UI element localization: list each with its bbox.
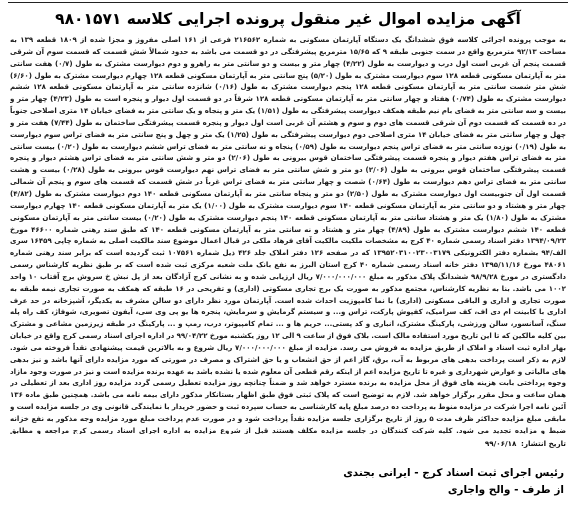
signature-title: رئیس اجرای ثبت اسناد کرج - ایرانی بجندی [343,467,564,479]
publication-date-label: تاریخ انتشار: [520,439,566,448]
top-rule [8,2,568,3]
publication-date-value: ۹۹/۰۶/۱۸ [484,439,517,448]
signature-block [343,465,564,499]
publication-date [10,438,566,450]
signature-subtitle: از طرف - والح واجاری [447,484,564,496]
notice-title: آگهی مزایده اموال غیر منقول پرونده اجرایی کلاسه ۹۸۰۱۵۷۱ [55,10,521,28]
notice-body: به موجب پرونده اجرائی کلاسه فوق ششدانگ یک دستگاه آپارتمان مسکونی به شماره ۲۱۶۵۶۲ فرعی از ۱۶۱ اصلی مفروز و مجزا شده از ۱۸۰۹ قطعه ۱۳۹ به مساحت ۹۲/۱۳ مترمربع واقع در سمت جنوبی طبقه ۹ که ۱۵/۶۵ مترمربع پیشرفتگی در دو قسمت می باشد به حدود شمالاً شش قسمت که قسمت سوم آن شرقی قسمت پنجم آن غربی است اول درب و دیوارست به طول (۴/۲۲) چهار متر و بیست و دو سانتی متر به راهرو و دوم دیوارست مشترک به طول (۰/۷) هفت سانتی متر به آپارتمان مسکونی قطعه ۱۲۸ سوم دیوارست مشترک به طول (۵/۲۰) پنج سانتی متر به آپارتمان مسکونی قطعه ۱۲۸ چهارم دیوارست مشترک به طول (۶/۶۰) شش متر شصت سانتی متر به آپارتمان مسکونی قطعه ۱۲۸ پنجم دیوارست مشترک به طول (۰/۱۶) شانزده سانتی متر به آپارتمان مسکونی قطعه ۱۲۸ ششم دیوارست مشترک به طول (۰/۷۴) هفتاد و چهار سانتی متر به آپارتمان مسکونی قطعه ۱۲۸ شرقاً در دو قسمت اول دیوار و پنجره است به طول (۴/۲۳) چهار متر و بیست و سه سانتی متر به فضای بام نیم طبقه همکف دیوارست پیشرفتگی به طول (۱/۵۱) یک متر و پنجاه و یک سانتی متر به فضای خیابان ۱۴ متری اصلاحی جنوباً در ده قسمت که قسمت دوم آن شرقی قسمت های دوم و سوم و هشتم آن غربی است اول دیوار و پنجره قسمت پیشرفتگی ساختمان به طول (۷/۴۴) هفت متر و چهل و چهار سانتی متر به فضای خیابان ۱۴ متری اصلاحی دوم دیوارست پیشرفتگی به طول (۱/۲۵) یک متر و چهل و پنج سانتی متر به فضای تراس سوم دیوارست به طول (۰/۱۹) نوزده سانتی متر به فضای تراس پنجم دیوارست به طول (۰/۵۹) پنجاه و نه سانتی متر به فضای تراس ششم دیوارست به طول (۰/۲۰) بیست سانتی متر به فضای تراس هفتم دیوار و پنجره قسمت پیشرفتگی ساختمان قوس بیرونی به طول (۲/۰۶) دو متر و شش سانتی متر به فضای تراس هشتم دیوار و پنجره قسمت پیشرفتگی ساختمان قوس بیرونی به طول (۲/۰۶) دو متر و شش سانتی متر به فضای تراس نهم دیوارست قوس بیرونی به طول (۰/۲۸) بیست و هشت سانتی متر به فضای تراس دهم دیوارست به طول (۰/۶۴) شصت و چهار سانتی متر به فضای تراس غرباً در شش قسمت که قسمت های سوم و پنجم آن شمالی قسمت اول آن جنوبیست اول دیوارست مشترک به طول (۲/۵۰) دو متر و پنجاه سانتی متر به آپارتمان مسکونی قطعه ۱۴۰ دوم دیوارست مشترک به طول (۴/۸۲) چهار متر و هشتاد و دو سانتی متر به آپارتمان مسکونی قطعه ۱۴۰ سوم دیوارست مشترک به طول (۱/۰۰) یک متر به آپارتمان مسکونی قطعه ۱۴۰ چهارم دیوارست مشترک به طول (۱/۸۰) یک متر و هشتاد سانتی متر به آپارتمان مسکونی قطعه ۱۴۰ پنجم دیوارست مشترک به طول (۰/۲۰) بیست سانتی متر به آپارتمان مسکونی قطعه ۱۴۰ ششم دیوارست مشترک به طول (۴/۸۹) چهار متر و هشتاد و نه سانتی متر به آپارتمان مسکونی قطعه ۱۴۰ که طبق سند رهنی شماره ۴۶۶۰۰ مورخ ۱۳۹۴/۰۹/۲۳ دفتر اسناد رسمی شماره ۴۰ کرج به مشخصات ملکیت مالکیت آقای فرهاد ملکی در قبال اعمال موضوع سند مالکیت اصلی به شماره چاپی ۱۶۴۵۹ سری الف/۹۴ بشماره دفتر الکترونیکی ۱۳۹۵۲۰۳۱۰۰۲۳۰۰۳۱۷۹ که در صفحه ۱۲۶ دفتر املاک جلد ۴۲۶ ذیل شماره ۱۰۷۵۶۱ ثبت گردیده است که برابر سند رهنی شماره ۴۸۰۶۱ مورخ ۱۳۹۵/۱۱/۱۶ دفتر خانه اسناد رسمی شماره ۴۰ کرج استان البرز به نفع بانک ملت شعبه مرکزی ثبت شده است که بر طبق نظریه کارشناس رسمی دادگستری در مورخ ۹۸/۹/۲۸ ششدانگ پلاک مذکور به مبلغ ۷/۰۰۰/۰۰۰/۰۰۰ ریال ارزیابی شده و به نشانی کرج آزادگان بعد از پل نبش خ سروش برج آفتاب ۱۰ واحد ۱۰۰۲ می باشد. بنا به نظریه کارشناس، مجتمع مذکور به صورت یک برج تجاری مسکونی (اداری) و تفریحی در ۱۶ طبقه که همکف به صورت تجاری نیمه طبقه به صورت تجاری و اداری و الباقی مسکونی (اداری) با نما کامپوزیت احداث شده است. آپارتمان مورد نظر دارای دو سالن مشرف به یکدیگر، آشپزخانه در حد عرف اداری با کابینت ام دی اف، کف سرامیک، کفپوش پارکت، تراس و... و سیستم گرمایش و سرمایش، پنجره ها یو پی وی سی، آیفون تصویری، شوفاژ، کف راه پله سنگ، آسانسور، سالن ورزشی، پارکینگ مشترک، انباری و کد پستی... حریم ها و ... تمام کامپیوتر، درب، رمپ و ... پارکینگ در طبقه زیرزمین مشاعی و مشترک بین کلیه مالکین که تا این تاریخ مورد استفاده مالک است. بلاک فوق از ساعت ۹ الی ۱۲ روز یکشنبه مورخ ۹۹/۰۴/۲۲ در اداره اجرای اسناد رسمی کرج واقع در خیابان بهار اداره ثبت اسناد و املاک از طریق مزایده به فروش می رسد. مزایده از مبلغ ۷/۰۰۰/۰۰۰/۰۰۰ ریال شروع و به بالاترین قیمت پیشنهادی نقداً فروخته می شود. لازم به ذکر است پرداخت بدهی های مربوط به آب، برق، گاز اعم از حق انشعاب و یا حق اشتراک و مصرف در صورتی که مورد مزایده دارای آنها باشد و نیز بدهی های مالیاتی و عوارض شهرداری و غیره تا تاریخ مزایده اعم از اینکه رقم قطعی آن معلوم شده یا نشده باشد به عهده برنده مزایده است و نیز در صورت وجود مازاد وجوه پرداختی بابت هزینه های فوق از محل مزایده به برنده مسترد خواهد شد و ضمناً چنانچه روز مزایده تعطیل رسمی گردد مزایده روز اداری بعد از تعطیلی در همان ساعت و محل مقرر برگزار خواهد شد. لازم به توضیح است که پلاک ثبتی فوق طبق اظهار بستانکار مذکور دارای بیمه نامه می باشد. همچنین طبق ماده ۱۳۶ آئین نامه اجرا شرکت در مزایده منوط به پرداخت ده درصد مبلغ پایه کارشناسی به حساب سپرده ثبت و حضور خریدار با نمایندگی قانونی وی در جلسه مزایده است و مابقی مبلغ مزایده حداکثر ظرف مدت ۵ روز از تاریخ برگزاری جلسه مزایده نقداً پرداخت شود و در صورت عدم پرداخت مبلغ مورد مزایده وجه مذکور به نفع خزانه ضبط و مزایده تجدید می شود. کلیه شرکت کنندگان در جلسه مزایده مکلف هستند قبل از شروع مزایده به اداره اجرای اسناد رسمی کرج مراجعه و مطابق [10,35,566,434]
